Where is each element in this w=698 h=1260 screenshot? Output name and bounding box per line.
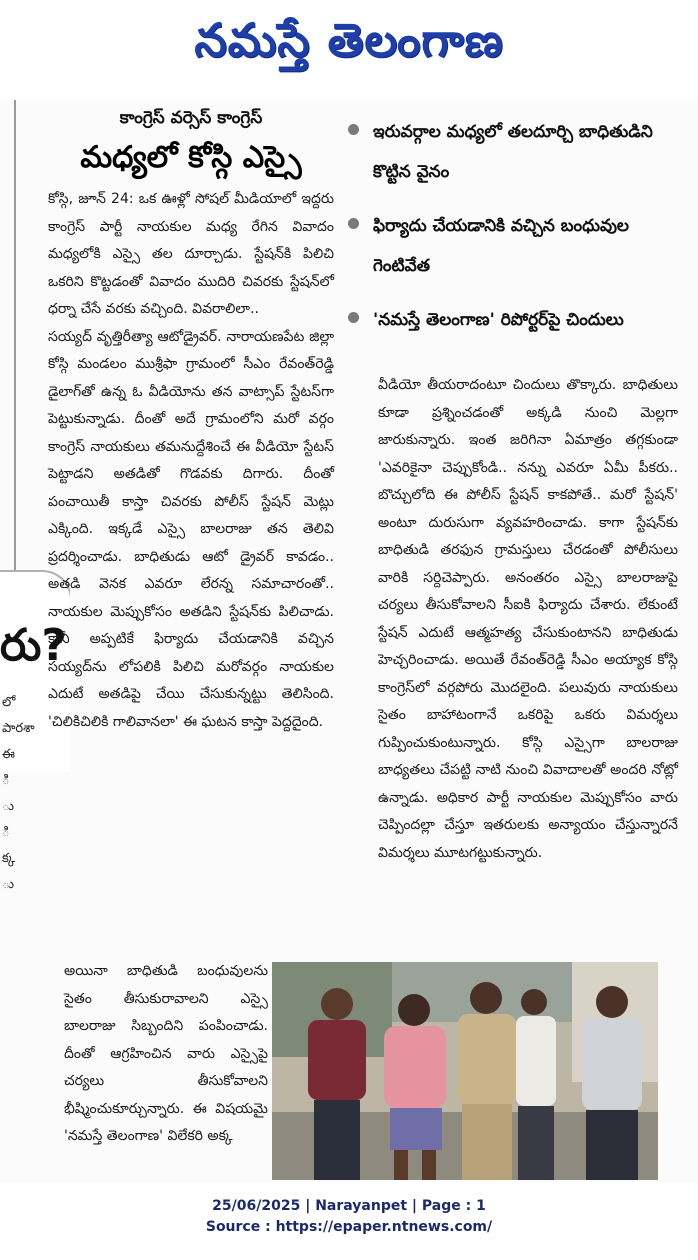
edition-info: 25/06/2025 | Narayanpet | Page : 1 [212,1198,486,1214]
page-footer [0,1196,698,1238]
highlight-text: ఫిర్యాదు చేయడానికి వచ్చిన బంధువుల గెంటివేత [373,216,629,276]
news-clipping [0,100,698,1182]
fragment-line: ి [2,773,10,788]
highlight-text: ఇరువర్గాల మధ్యలో తలదూర్చి బాధితుడిని కొట్టిన వైనం [373,122,653,182]
newspaper-title: నమస్తే తెలంగాణ [194,13,504,67]
article-body-continued: సయ్యద్ వృత్తిరీత్యా ఆటోడ్రైవర్. నారాయణపేట జిల్లా కోస్గి మండలం ముశ్రీఫా గ్రామంలో సీఎం రేవంత్‌రెడ్డి డైలాగ్‌తో ఉన్న ఓ వీడియోను తన వాట్సాప్ స్టేటస్‌గా పెట్టుకున్నాడు. దీంతో అదే గ్రామంలోని మరో వర్గం కాంగ్రెస్ నాయకులు తమనుద్దేశించే ఈ వీడియో స్టేటస్ పెట్టాడని అతడితో గొడవకు దిగారు. దీంతో పంచాయితీ కాస్తా చివరకు పోలీస్ స్టేషన్ మెట్లు ఎక్కింది. ఇక్కడే ఎస్సై బాలరాజు తన తెలివి ప్రదర్శించాడు. బాధితుడు ఆటో డ్రైవర్ కావడం.. అతడి వెనక ఎవరూ లేరన్న సమాచారంతో.. నాయకుల మెప్పుకోసం అతడిని స్టేషన్‌కు పిలిచాడు. కానీ అప్పటికే ఫిర్యాదు చేయడానికి వచ్చిన సయ్యద్‌ను లోపలికి పిలిచి మరోవర్గం నాయకుల ఎదుటే అతడిపై చేయి చేసుకున్నట్టు తెలిసింది. 'చిలికిచిలికి గాలివానలా' ఈ ఘటన కాస్తా పెద్దదైంది. [48,328,334,730]
fragment-line: లో [2,695,16,710]
fragment-line: ఈ [2,747,15,762]
bullet-dot-icon [348,218,359,229]
fragment-line: ు [2,799,15,814]
fragment-line: ి [2,825,10,840]
photo-illustration [272,962,658,1180]
news-photo [272,962,658,1180]
masthead [0,0,698,92]
adjacent-text-fragment [2,690,35,898]
article-body-right: వీడియో తీయరాదంటూ చిందులు తొక్కారు. బాధితులు కూడా ప్రశ్నించడంతో అక్కడి నుంచి మెల్లగా జారుకున్నారు. ఇంత జరిగినా ఏమాత్రం తగ్గకుండా 'ఎవరికైనా చెప్పుకోండి.. నన్ను ఎవరూ ఏమీ పీకరు.. బొచ్చులోది ఈ పోలీస్ స్టేషన్ కాకపోతే.. మరో స్టేషన్' అంటూ దురుసుగా వ్యవహరించాడు. కాగా స్టేషన్‌కు బాధితుడి తరఫున గ్రామస్తులు చేరడంతో పోలీసులు వారికి సర్దిచెప్పారు. అనంతరం ఎస్సై బాలరాజుపై చర్యలు తీసుకోవాలని సీఐకి ఫిర్యాదు చేశారు. లేకుంటే స్టేషన్ ఎదుటే ఆత్మహత్య చేసుకుంటానని బాధితుడు హెచ్చరించాడు. అయితే రేవంత్‌రెడ్డి సీఎం అయ్యాక కోస్గి కాంగ్రెస్‌లో వర్గపోరు మొదలైంది. పలువురు నాయకులు సైతం బాహాటంగానే ఒకరిపై ఒకరు విమర్శలు గుప్పించుకుంటున్నారు. కోస్గి ఎస్సైగా బాలరాజు బాధ్యతలు చేపట్టి నాటి నుంచి వివాదాలతో అందరి నోట్లో ఉన్నాడు. అధికార పార్టీ నాయకుల మెప్పుకోసం వారు చెప్పిందల్లా చేస్తూ ఇతరులకు అన్యాయం చేస్తున్నారనే విమర్శలు మూటగట్టుకున్నారు. [378,377,678,861]
highlight-item [348,300,678,340]
article-headline: మధ్యలో కోస్గి ఎస్సై [80,140,302,175]
article-body-bottom: అయినా బాధితుడి బంధువులను సైతం తీసుకురావాలని ఎస్సై బాలరాజు సిబ్బందిని పంపించాడు. దీంతో ఆగ్రహించిన వారు ఎస్సైపై చర్యలు తీసుకోవాలని భీష్మించుకూర్చున్నారు. ఈ విషయమై 'నమస్తే తెలంగాణ' విలేకరి అక్క [64,963,268,1144]
article-left-column [48,108,334,736]
article-kicker: కాంగ్రెస్ వర్సెస్ కాంగ్రెస్ [119,108,263,128]
highlight-text: 'నమస్తే తెలంగాణ' రిపోర్టర్‌పై చిందులు [373,310,624,330]
fragment-line: క్క [2,851,16,866]
article-body-lead: కోస్గి, జూన్ 24: ఒక ఊళ్లో సోషల్ మీడియాలో ఇద్దరు కాంగ్రెస్ పార్టీ నాయకుల మధ్య రేగిన వివాదం మధ్యలోకి ఎస్సై తల దూర్చాడు. స్టేషన్‌కి పిలిచి ఒకరిని కొట్టడంతో వివాదం ముదిరి చివరకు స్టేషన్‌లో ధర్నా చేసే వరకు వచ్చింది. వివరాలిలా.. [48,191,334,317]
bullet-dot-icon [348,312,359,323]
column-rule [14,100,16,580]
adjacent-headline-fragment: రు? [0,620,67,671]
article-highlights [348,112,678,354]
source-url: Source : https://epaper.ntnews.com/ [205,1219,493,1235]
highlight-item [348,112,678,192]
fragment-line: పారశా [2,721,35,736]
highlight-item [348,206,678,286]
bullet-dot-icon [348,124,359,135]
fragment-line: ు [2,877,15,892]
